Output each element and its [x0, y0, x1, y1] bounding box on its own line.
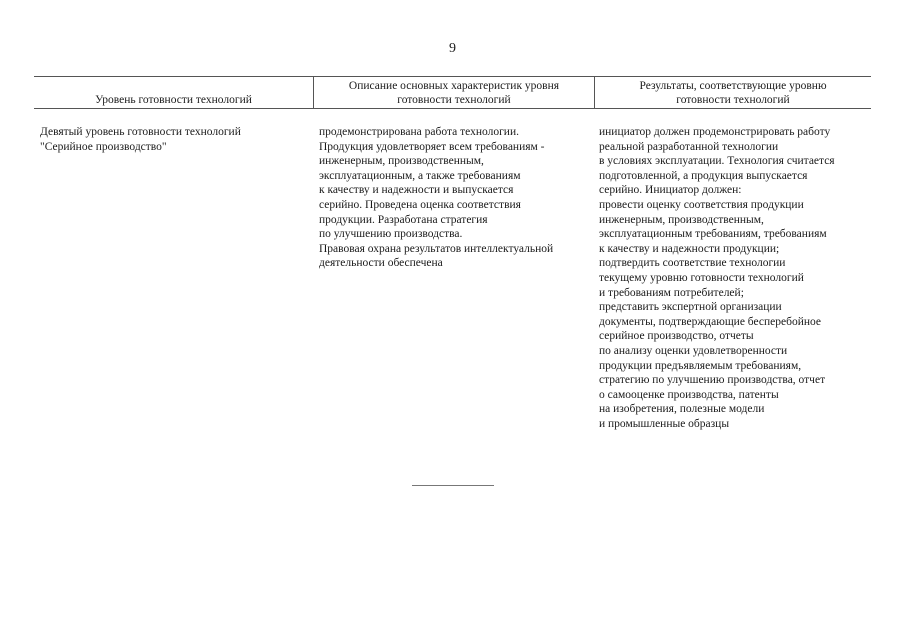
- cell-level: Девятый уровень готовности технологий "Серийное производство": [40, 126, 241, 153]
- header-description: Описание основных характеристик уровня готовности технологий: [348, 80, 560, 106]
- readiness-table: [34, 76, 871, 430]
- header-level: Уровень готовности технологий: [95, 93, 252, 106]
- header-results: Результаты, соответствующие уровню готовности технологий: [639, 80, 827, 106]
- page-number: 9: [449, 41, 456, 56]
- cell-results: инициатор должен продемонстрировать работу реальной разработанной технологии в условиях эксплуатации. Технология считается подготовленной, а продукция выпускается серийно. Инициатор должен: провести оценку соответствия продукции инженерным, производственным, эксплуатационным требованиям, требованиям к качеству и надежности продукции; подтвердить соответствие технологии текущему уровню готовности технологий и требованиям потребителей; представить экспертной организации документы, подтверждающие бесперебойное серийное производство, отчеты по анализу оценки удовлетворенности продукции предъявляемым требованиям, стратегию по улучшению производства, отчет о самооценке производства, патенты на изобретения, полезные модели и промышленные образцы: [599, 126, 835, 430]
- end-divider: [412, 485, 494, 486]
- cell-description: продемонстрирована работа технологии. Продукция удовлетворяет всем требованиям - инженерным, производственным, эксплуатационным, а также требованиям к качеству и надежности и выпускается серийно. Проведена оценка соответствия продукции. Разработана стратегия по улучшению производства. Правовая охрана результатов интеллектуальной деятельности обеспечена: [319, 126, 554, 270]
- table-header-row: [34, 76, 871, 109]
